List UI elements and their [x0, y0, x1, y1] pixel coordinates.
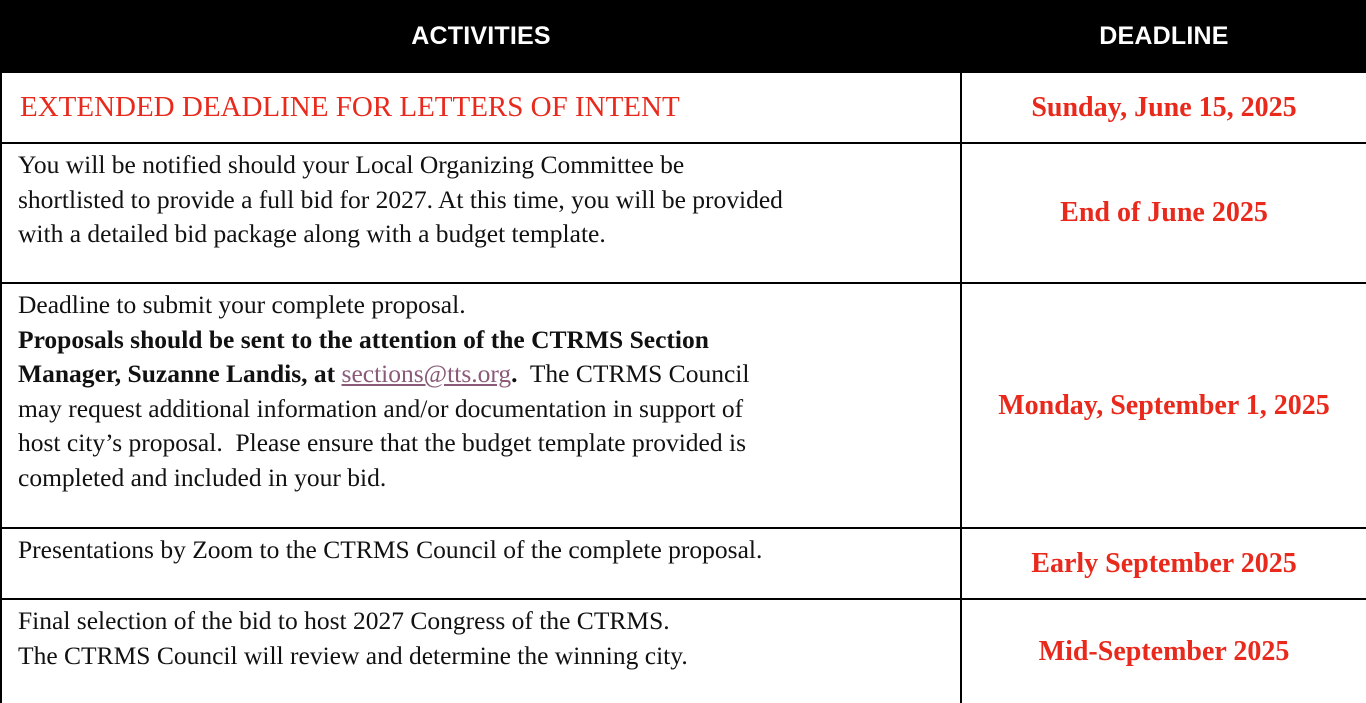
activity-text: The CTRMS Council — [517, 359, 750, 388]
activity-cell — [1, 528, 961, 599]
activity-line: host city’s proposal. Please ensure that the budget template provided is — [18, 428, 747, 457]
activity-text: EXTENDED DEADLINE FOR LETTERS OF INTENT — [20, 91, 680, 124]
table-header-row — [1, 1, 1366, 72]
deadline-cell: End of June 2025 — [961, 143, 1366, 283]
deadline-cell: Monday, September 1, 2025 — [961, 283, 1366, 528]
activity-cell — [1, 143, 961, 283]
table-row — [1, 72, 1366, 143]
bold-text: Manager, Suzanne Landis, at — [18, 359, 342, 388]
activity-cell — [1, 283, 961, 528]
deadline-cell: Mid-September 2025 — [961, 599, 1366, 703]
deadline-column-header: DEADLINE — [961, 1, 1366, 72]
deadline-cell: Early September 2025 — [961, 528, 1366, 599]
activity-line: You will be notified should your Local Organizing Committee be — [18, 150, 685, 179]
deadline-cell: Sunday, June 15, 2025 — [961, 72, 1366, 143]
activity-cell — [1, 599, 961, 703]
table-row — [1, 283, 1366, 528]
activity-text: Presentations by Zoom to the CTRMS Council of the complete proposal. — [18, 535, 763, 564]
activity-line-bold — [18, 323, 946, 358]
bold-text: Proposals should be sent to the attention of the CTRMS Section — [18, 324, 709, 354]
email-link[interactable]: sections@tts.org — [341, 359, 512, 388]
bold-period: . — [511, 359, 518, 388]
activity-cell — [1, 72, 961, 143]
table-row — [1, 599, 1366, 703]
activity-line: Deadline to submit your complete proposal. — [18, 290, 466, 319]
activity-line: completed and included in your bid. — [18, 462, 387, 492]
table-row — [1, 143, 1366, 283]
activity-line: with a detailed bid package along with a budget template. — [18, 219, 606, 248]
activity-line: Final selection of the bid to host 2027 Congress of the CTRMS. — [18, 606, 670, 635]
activity-line: may request additional information and/or documentation in support of — [18, 393, 744, 423]
activity-line: shortlisted to provide a full bid for 2027. At this time, you will be provided — [18, 184, 783, 214]
activity-line: The CTRMS Council will review and determine the winning city. — [18, 640, 688, 670]
activity-line-with-email — [18, 357, 946, 392]
activities-column-header: ACTIVITIES — [1, 1, 961, 72]
table-row — [1, 528, 1366, 599]
